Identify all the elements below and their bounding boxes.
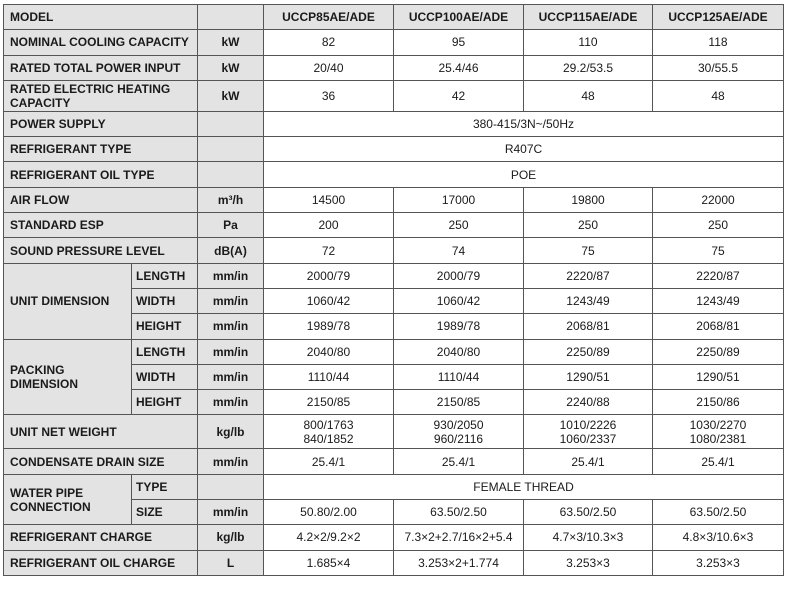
value-cell: 72 [264, 238, 394, 263]
value-cell: 63.50/2.50 [524, 500, 653, 525]
value-cell: 30/55.5 [653, 55, 784, 80]
row-group-label [4, 474, 132, 525]
unit-cell [198, 162, 264, 187]
value-cell: 75 [524, 238, 653, 263]
value-cell: 250 [394, 213, 524, 238]
row-label: NOMINAL COOLING CAPACITY [4, 30, 198, 55]
model-name: UCCP100AE/ADE [394, 5, 524, 30]
value-line: 800/1763 [303, 417, 354, 432]
row-label: POWER SUPPLY [4, 111, 198, 136]
value-cell: 25.4/1 [524, 449, 653, 474]
value-line: 840/1852 [303, 431, 354, 446]
value-cell: 1989/78 [394, 314, 524, 339]
value-cell: 3.253×3 [524, 550, 653, 575]
table-row [4, 263, 784, 288]
value-cell: 25.4/1 [394, 449, 524, 474]
value-cell: 19800 [524, 187, 653, 212]
value-cell: FEMALE THREAD [264, 474, 784, 499]
row-sublabel: HEIGHT [132, 390, 198, 415]
row-label: REFRIGERANT OIL CHARGE [4, 550, 198, 575]
table-row [4, 415, 784, 449]
row-label: REFRIGERANT CHARGE [4, 525, 198, 550]
value-line: 1030/2270 [689, 417, 747, 432]
table-row [4, 111, 784, 136]
table-row [4, 474, 784, 499]
unit-cell: mm/in [198, 364, 264, 389]
row-sublabel: LENGTH [132, 339, 198, 364]
table-row [4, 80, 784, 111]
value-line: 960/2116 [433, 431, 484, 446]
table-row [4, 137, 784, 162]
value-cell: 200 [264, 213, 394, 238]
unit-cell: mm/in [198, 390, 264, 415]
row-label: UNIT NET WEIGHT [4, 415, 198, 449]
unit-cell [198, 111, 264, 136]
row-sublabel: TYPE [132, 474, 198, 499]
value-cell: 110 [524, 30, 653, 55]
model-name: UCCP85AE/ADE [264, 5, 394, 30]
value-cell: 118 [653, 30, 784, 55]
value-cell: 1.685×4 [264, 550, 394, 575]
row-label-line: DIMENSION [10, 377, 79, 391]
row-label: SOUND PRESSURE LEVEL [4, 238, 198, 263]
value-cell: 1110/44 [264, 364, 394, 389]
unit-cell: kW [198, 55, 264, 80]
value-cell [394, 415, 524, 449]
value-line: 1060/2337 [559, 431, 617, 446]
value-cell: 36 [264, 80, 394, 111]
value-cell: 4.2×2/9.2×2 [264, 525, 394, 550]
row-label [4, 80, 198, 111]
value-cell: 95 [394, 30, 524, 55]
value-cell: 25.4/1 [264, 449, 394, 474]
value-cell: 22000 [653, 187, 784, 212]
value-cell: 2150/86 [653, 390, 784, 415]
value-cell: 380-415/3N~/50Hz [264, 111, 784, 136]
table-row [4, 30, 784, 55]
row-label-line: WATER PIPE [10, 485, 84, 500]
value-cell: 1989/78 [264, 314, 394, 339]
value-cell: 1290/51 [653, 364, 784, 389]
value-cell: 1243/49 [524, 288, 653, 313]
row-sublabel: WIDTH [132, 364, 198, 389]
value-line: 1010/2226 [559, 417, 617, 432]
value-cell: 48 [653, 80, 784, 111]
value-cell: 14500 [264, 187, 394, 212]
value-cell: 2150/85 [264, 390, 394, 415]
model-label: MODEL [4, 5, 198, 30]
value-cell: 4.7×3/10.3×3 [524, 525, 653, 550]
value-cell: 2068/81 [524, 314, 653, 339]
value-cell: 2150/85 [394, 390, 524, 415]
table-row [4, 187, 784, 212]
row-sublabel: SIZE [132, 500, 198, 525]
unit-cell: mm/in [198, 500, 264, 525]
header-unit-cell [198, 5, 264, 30]
row-label: STANDARD ESP [4, 213, 198, 238]
value-cell: 29.2/53.5 [524, 55, 653, 80]
value-cell: 2220/87 [653, 263, 784, 288]
unit-cell: mm/in [198, 263, 264, 288]
row-group-label: UNIT DIMENSION [4, 263, 132, 339]
row-label-line: RATED ELECTRIC HEATING [10, 81, 171, 96]
value-line: 930/2050 [433, 417, 484, 432]
value-cell: 2250/89 [653, 339, 784, 364]
model-name: UCCP115AE/ADE [524, 5, 653, 30]
row-label: RATED TOTAL POWER INPUT [4, 55, 198, 80]
value-cell: 50.80/2.00 [264, 500, 394, 525]
unit-cell: m³/h [198, 187, 264, 212]
value-cell: 2068/81 [653, 314, 784, 339]
unit-cell [198, 137, 264, 162]
row-sublabel: WIDTH [132, 288, 198, 313]
value-cell: 63.50/2.50 [394, 500, 524, 525]
unit-cell: Pa [198, 213, 264, 238]
value-cell: 25.4/46 [394, 55, 524, 80]
unit-cell: kg/lb [198, 415, 264, 449]
unit-cell: kg/lb [198, 525, 264, 550]
unit-cell [198, 474, 264, 499]
value-cell: 1060/42 [264, 288, 394, 313]
row-label-line: CAPACITY [10, 95, 71, 110]
value-cell: 4.8×3/10.6×3 [653, 525, 784, 550]
row-sublabel: HEIGHT [132, 314, 198, 339]
value-cell: 1110/44 [394, 364, 524, 389]
model-name: UCCP125AE/ADE [653, 5, 784, 30]
value-cell [653, 415, 784, 449]
value-cell: 74 [394, 238, 524, 263]
unit-cell: L [198, 550, 264, 575]
row-label: CONDENSATE DRAIN SIZE [4, 449, 198, 474]
row-label-line: CONNECTION [10, 499, 91, 514]
specification-table [3, 4, 784, 576]
value-cell: 2000/79 [394, 263, 524, 288]
unit-cell: mm/in [198, 339, 264, 364]
value-cell: 2000/79 [264, 263, 394, 288]
row-label-line: PACKING [10, 363, 65, 377]
row-label: REFRIGERANT TYPE [4, 137, 198, 162]
table-row [4, 162, 784, 187]
value-cell: 17000 [394, 187, 524, 212]
value-cell: 2240/88 [524, 390, 653, 415]
table-row [4, 550, 784, 575]
value-cell: 75 [653, 238, 784, 263]
table-row [4, 525, 784, 550]
value-cell: 63.50/2.50 [653, 500, 784, 525]
value-cell: 3.253×3 [653, 550, 784, 575]
value-cell: 1290/51 [524, 364, 653, 389]
value-cell: 250 [524, 213, 653, 238]
unit-cell: mm/in [198, 288, 264, 313]
value-cell: 1060/42 [394, 288, 524, 313]
table-row [4, 339, 784, 364]
table-row [4, 238, 784, 263]
value-cell [524, 415, 653, 449]
unit-cell: mm/in [198, 449, 264, 474]
value-cell: 250 [653, 213, 784, 238]
value-cell: R407C [264, 137, 784, 162]
value-cell: 48 [524, 80, 653, 111]
header-row [4, 5, 784, 30]
table-row [4, 449, 784, 474]
value-cell: 2220/87 [524, 263, 653, 288]
row-label: AIR FLOW [4, 187, 198, 212]
value-cell: 7.3×2+2.7/16×2+5.4 [394, 525, 524, 550]
unit-cell: kW [198, 80, 264, 111]
row-group-label [4, 339, 132, 415]
value-cell: 2040/80 [394, 339, 524, 364]
value-cell [264, 415, 394, 449]
value-cell: 82 [264, 30, 394, 55]
row-sublabel: LENGTH [132, 263, 198, 288]
value-cell: 1243/49 [653, 288, 784, 313]
table-row [4, 213, 784, 238]
value-cell: 3.253×2+1.774 [394, 550, 524, 575]
value-cell: 42 [394, 80, 524, 111]
value-cell: 25.4/1 [653, 449, 784, 474]
value-cell: 20/40 [264, 55, 394, 80]
unit-cell: dB(A) [198, 238, 264, 263]
value-line: 1080/2381 [689, 431, 747, 446]
value-cell: 2250/89 [524, 339, 653, 364]
value-cell: POE [264, 162, 784, 187]
unit-cell: mm/in [198, 314, 264, 339]
row-label: REFRIGERANT OIL TYPE [4, 162, 198, 187]
unit-cell: kW [198, 30, 264, 55]
table-row [4, 55, 784, 80]
value-cell: 2040/80 [264, 339, 394, 364]
